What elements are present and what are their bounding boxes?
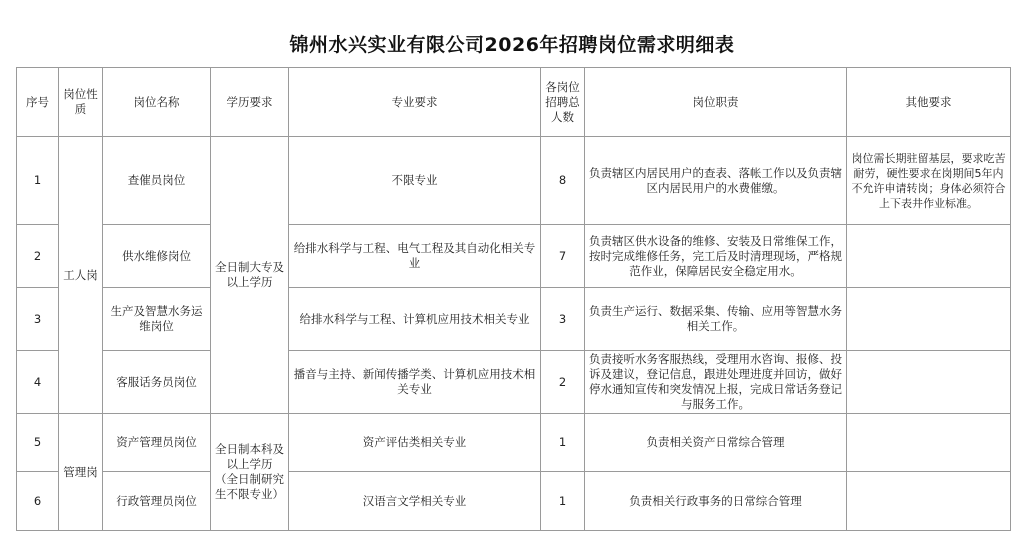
education-worker: 全日制大专及以上学历	[211, 137, 289, 414]
row-seq: 1	[17, 137, 59, 225]
row-count: 2	[541, 351, 585, 414]
table-row	[17, 137, 1011, 225]
row-count: 7	[541, 225, 585, 288]
header-row	[17, 68, 1011, 137]
row-duty: 负责生产运行、数据采集、传输、应用等智慧水务相关工作。	[585, 288, 847, 351]
header-major: 专业要求	[289, 68, 541, 137]
row-position: 查催员岗位	[103, 137, 211, 225]
table-row	[17, 225, 1011, 288]
row-major: 汉语言文学相关专业	[289, 472, 541, 531]
table-row	[17, 472, 1011, 531]
group-management: 管理岗	[59, 414, 103, 531]
header-nature: 岗位性质	[59, 68, 103, 137]
row-duty: 负责辖区供水设备的维修、安装及日常维保工作，按时完成维修任务，完工后及时清理现场，严格规范作业，保障居民安全稳定用水。	[585, 225, 847, 288]
row-duty: 负责辖区内居民用户的查表、落帐工作以及负责辖区内居民用户的水费催缴。	[585, 137, 847, 225]
header-other: 其他要求	[847, 68, 1011, 137]
row-count: 1	[541, 414, 585, 472]
row-count: 8	[541, 137, 585, 225]
row-position: 供水维修岗位	[103, 225, 211, 288]
row-position: 行政管理员岗位	[103, 472, 211, 531]
row-count: 1	[541, 472, 585, 531]
table-row	[17, 414, 1011, 472]
row-seq: 3	[17, 288, 59, 351]
header-count: 各岗位招聘总人数	[541, 68, 585, 137]
row-major: 给排水科学与工程、电气工程及其自动化相关专业	[289, 225, 541, 288]
row-duty: 负责相关行政事务的日常综合管理	[585, 472, 847, 531]
other-empty	[847, 351, 1011, 414]
row-seq: 2	[17, 225, 59, 288]
page-title: 锦州水兴实业有限公司2026年招聘岗位需求明细表	[289, 34, 735, 56]
header-seq: 序号	[17, 68, 59, 137]
row-major: 播音与主持、新闻传播学类、计算机应用技术相关专业	[289, 351, 541, 414]
table-row	[17, 288, 1011, 351]
row-position: 资产管理员岗位	[103, 414, 211, 472]
row-position: 生产及智慧水务运维岗位	[103, 288, 211, 351]
other-empty	[847, 225, 1011, 288]
row-seq: 4	[17, 351, 59, 414]
row-seq: 5	[17, 414, 59, 472]
other-empty	[847, 288, 1011, 351]
other-empty	[847, 472, 1011, 531]
recruitment-table	[16, 67, 1011, 531]
row-duty: 负责相关资产日常综合管理	[585, 414, 847, 472]
header-duty: 岗位职责	[585, 68, 847, 137]
group-worker: 工人岗	[59, 137, 103, 414]
row-duty: 负责接听水务客服热线，受理用水咨询、报修、投诉及建议，登记信息，跟进处理进度并回访，做好停水通知宣传和突发情况上报，完成日常话务登记与服务工作。	[585, 351, 847, 414]
row-major: 给排水科学与工程、计算机应用技术相关专业	[289, 288, 541, 351]
other-empty	[847, 414, 1011, 472]
row-major: 不限专业	[289, 137, 541, 225]
header-position: 岗位名称	[103, 68, 211, 137]
row-major: 资产评估类相关专业	[289, 414, 541, 472]
other-requirement: 岗位需长期驻留基层，要求吃苦耐劳，硬性要求在岗期间5年内不允许申请转岗；身体必须符合上下表井作业标准。	[847, 137, 1011, 225]
education-management: 全日制本科及以上学历 （全日制研究生不限专业）	[211, 414, 289, 531]
header-education: 学历要求	[211, 68, 289, 137]
row-count: 3	[541, 288, 585, 351]
table-row	[17, 351, 1011, 414]
row-position: 客服话务员岗位	[103, 351, 211, 414]
row-seq: 6	[17, 472, 59, 531]
